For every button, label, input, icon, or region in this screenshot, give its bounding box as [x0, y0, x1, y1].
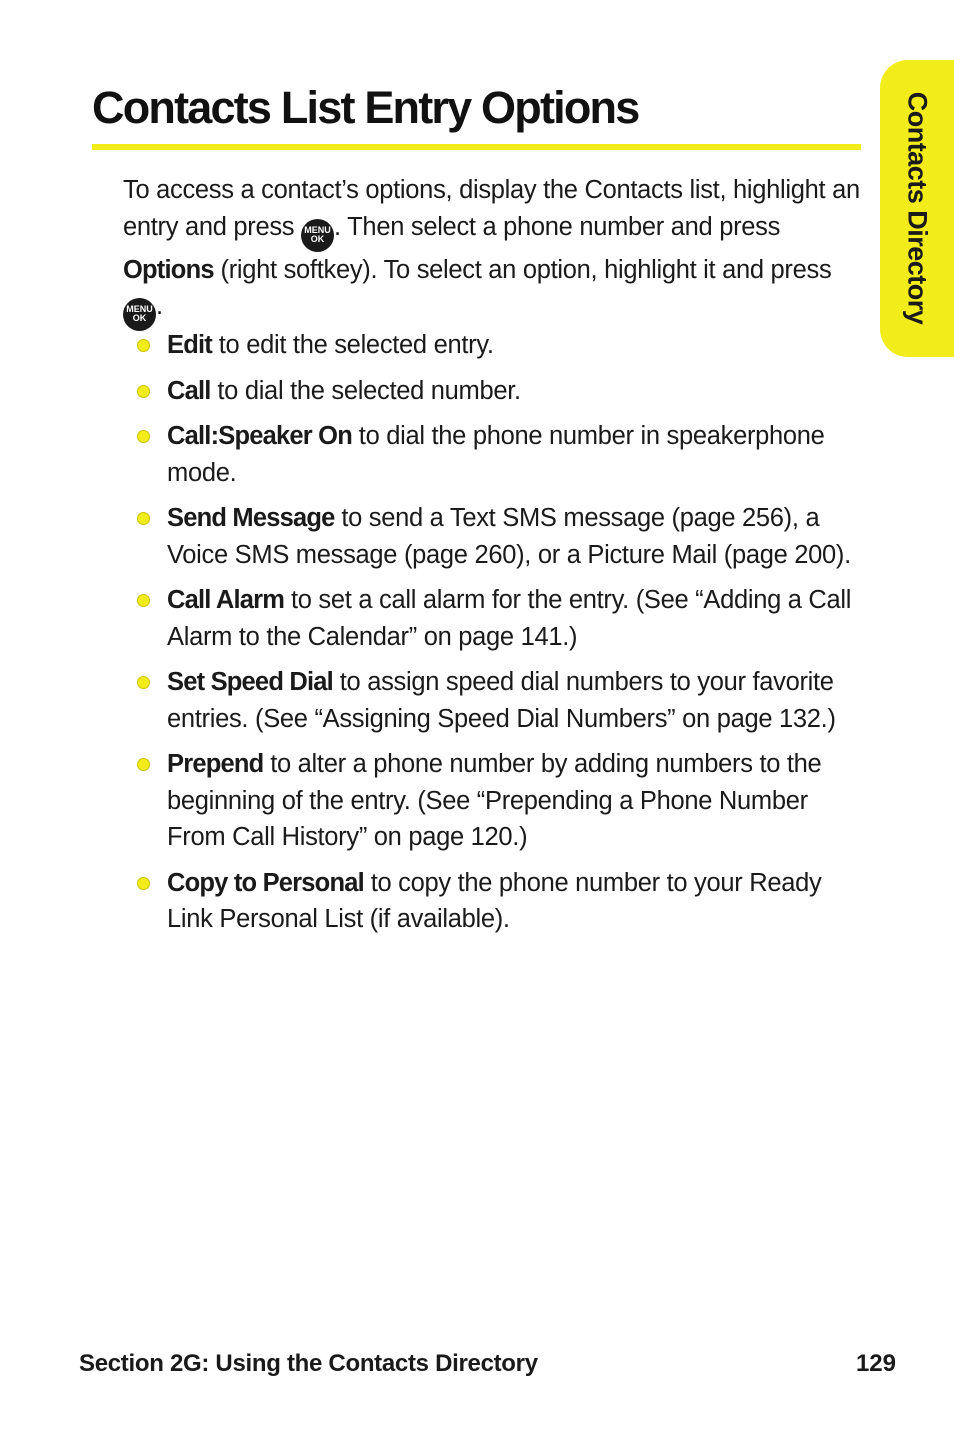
option-term: Send Message: [167, 504, 335, 532]
option-description: to edit the selected entry.: [211, 331, 494, 359]
bullet-icon: [137, 758, 150, 771]
bullet-icon: [137, 385, 150, 398]
option-description: to assign speed dial numbers to your favorite entries. (See “Assigning Speed Dial Numbers” on page 132.): [167, 668, 836, 733]
option-description: to copy the phone number to your Ready Link Personal List (if available).: [167, 868, 822, 933]
option-description: to alter a phone number by adding numbers to the beginning of the entry. (See “Prepending a Phone Number From Call History” on page 120.): [167, 750, 822, 851]
option-call-alarm: [123, 582, 868, 655]
option-term: Edit: [167, 331, 212, 359]
option-copy-to-personal: [123, 865, 868, 938]
option-edit: [123, 327, 868, 364]
footer-section-title: Section 2G: Using the Contacts Directory: [79, 1350, 538, 1377]
bullet-icon: [137, 676, 150, 689]
option-term: Copy to Personal: [167, 868, 364, 897]
intro-text-2: . Then select a phone number and press: [334, 212, 781, 241]
bullet-icon: [137, 877, 150, 890]
menu-ok-key-icon: MENU OK: [301, 219, 334, 252]
option-call: [123, 373, 868, 410]
option-set-speed-dial: [123, 664, 868, 737]
intro-text-4: .: [156, 292, 163, 320]
option-term: Prepend: [167, 750, 264, 778]
intro-paragraph: [123, 172, 868, 331]
bullet-icon: [137, 512, 150, 525]
option-send-message: [123, 500, 868, 573]
bullet-icon: [137, 594, 150, 607]
option-description: to dial the selected number.: [210, 376, 521, 405]
section-side-tab: [880, 60, 954, 357]
side-tab-label: Contacts Directory: [902, 91, 933, 325]
option-term: Call Alarm: [167, 586, 285, 614]
bullet-icon: [137, 430, 150, 443]
options-softkey-label: Options: [123, 255, 214, 284]
menu-ok-key-icon: MENU OK: [123, 298, 156, 331]
page-number: 129: [855, 1350, 896, 1377]
intro-text-1: To access a contact’s options, display the Contacts list, highlight an entry and press: [123, 176, 860, 241]
option-description: to send a Text SMS message (page 256), a Voice SMS message (page 260), or a Picture Mail (page 200).: [167, 504, 851, 569]
option-term: Call: [167, 376, 211, 405]
option-call-speaker-on: [123, 418, 868, 491]
intro-text-3: (right softkey). To select an option, highlight it and press: [213, 255, 832, 284]
option-term: Call:Speaker On: [167, 422, 352, 450]
bullet-icon: [137, 339, 150, 352]
title-underline: [92, 144, 861, 150]
options-list: [123, 327, 868, 947]
page-title: Contacts List Entry Options: [92, 82, 639, 133]
option-description: to set a call alarm for the entry. (See “Adding a Call Alarm to the Calendar” on page 141.): [167, 586, 852, 651]
option-term: Set Speed Dial: [167, 668, 333, 696]
option-description: to dial the phone number in speakerphone mode.: [167, 422, 825, 487]
option-prepend: [123, 746, 868, 856]
